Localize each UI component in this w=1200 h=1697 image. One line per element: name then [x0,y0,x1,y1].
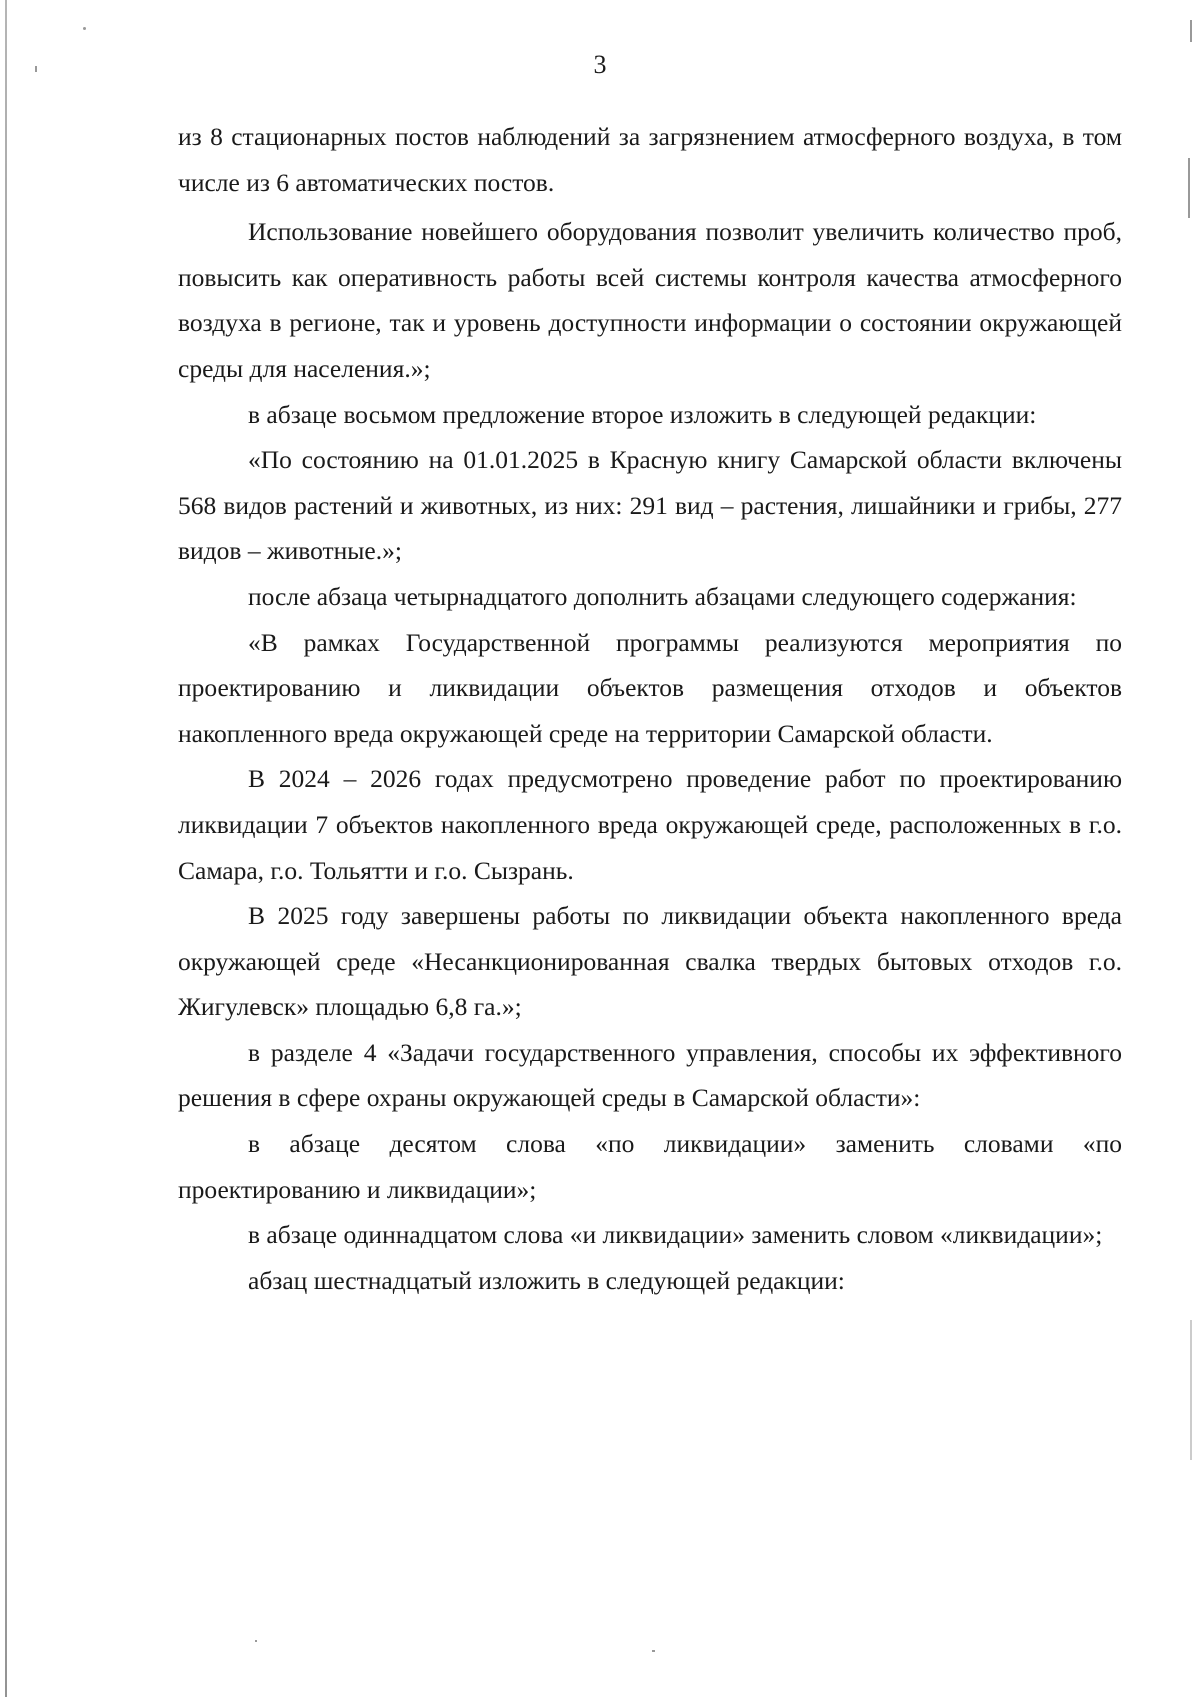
paragraph-red-book: «По состоянию на 01.01.2025 в Красную книгу Самарской области включены 568 видов растений и животных, из них: 291 вид – растения, лишайники и грибы, 277 видов – животные.»; [178,445,1122,566]
paragraph-amendment-fourteenth: после абзаца четырнадцатого дополнить абзацами следующего содержания: [248,581,1077,611]
scan-speck [1188,158,1190,218]
scan-speck [1190,1320,1192,1460]
paragraph-amendment-sixteenth: абзац шестнадцатый изложить в следующей редакции: [248,1265,845,1295]
paragraph-2024-2026: В 2024 – 2026 годах предусмотрено проведение работ по проектированию ликвидации 7 объектов накопленного вреда окружающей среде, расположенных в г.о. Самара, г.о. Тольятти и г.о. Сызрань. [178,764,1122,885]
scan-speck [255,1640,257,1642]
paragraph-amendment-eighth: в абзаце восьмом предложение второе изложить в следующей редакции: [248,399,1037,429]
paragraph-amendment-tenth: в абзаце десятом слова «по ликвидации» заменить словами «по проектированию и ликвидации»; [178,1129,1122,1204]
paragraph-section-4: в разделе 4 «Задачи государственного управления, способы их эффективного решения в сфере охраны окружающей среды в Самарской области»: [178,1037,1122,1113]
scan-speck [1190,20,1192,42]
paragraph-2025: В 2025 году завершены работы по ликвидации объекта накопленного вреда окружающей среде «Несанкционированная свалка твердых бытовых отходов г.о. Жигулевск» площадью 6,8 га.»; [178,901,1122,1022]
paragraph-amendment-eleventh: в абзаце одиннадцатом слова «и ликвидации» заменить словом «ликвидации»; [248,1220,1103,1250]
paragraph-equipment: Использование новейшего оборудования позволит увеличить количество проб, повысить как оперативность работы всей системы контроля качества атмосферного воздуха в регионе, так и уровень доступности информации о состоянии окружающей среды для населения.»; [178,217,1122,383]
scan-speck [83,27,86,30]
paragraph-state-program: «В рамках Государственной программы реализуются мероприятия по проектированию и ликвидации объектов размещения отходов и объектов накопленного вреда окружающей среде на территории Самарской области. [178,627,1122,748]
scan-edge-line [5,0,7,1697]
document-body [178,114,1122,1303]
scan-speck [652,1650,655,1652]
page-number: 3 [593,50,607,79]
paragraph-continuation: из 8 стационарных постов наблюдений за загрязнением атмосферного воздуха, в том числе из 6 автоматических постов. [178,122,1122,197]
